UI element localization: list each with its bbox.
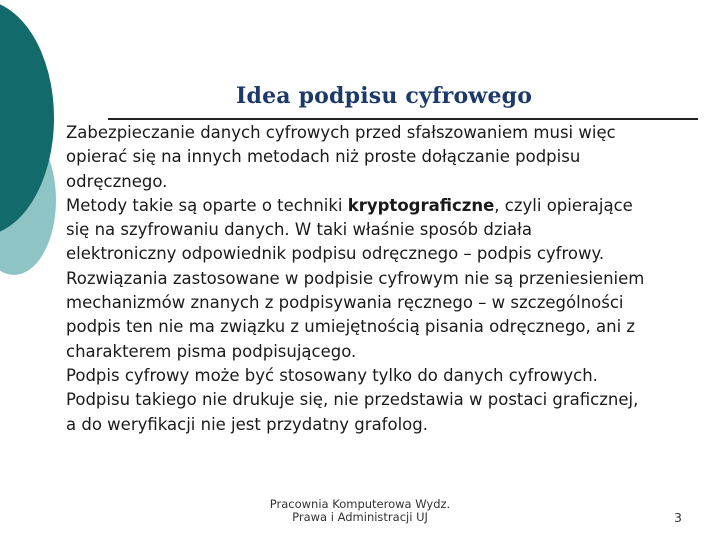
title-underline (108, 118, 698, 120)
body-line: charakterem pisma podpisującego. (66, 341, 357, 361)
body-line: mechanizmów znanych z podpisywania ręcznego – w szczególności (66, 293, 624, 313)
body-line: Zabezpieczanie danych cyfrowych przed sfałszowaniem musi więc (66, 123, 616, 142)
body-line: podpis ten nie ma związku z umiejętnością pisania odręcznego, ani z (66, 317, 636, 337)
footer-line: Pracownia Komputerowa Wydz. (269, 497, 451, 511)
body-line: odręcznego. (66, 171, 168, 191)
body-text-fragment: , czyli opierające (494, 195, 633, 215)
body-line: Rozwiązania zastosowane w podpisie cyfrowym nie są przeniesieniem (66, 268, 645, 288)
page-number: 3 (674, 510, 682, 525)
footer-line: Prawa i Administracji UJ (292, 510, 428, 524)
slide-title: Idea podpisu cyfrowego (236, 83, 533, 109)
body-line-with-keyword (66, 194, 706, 218)
body-line: Podpis cyfrowy może być stosowany tylko do danych cyfrowych. (66, 365, 598, 385)
slide-body (66, 121, 706, 437)
footer (230, 498, 490, 524)
body-line: elektroniczny odpowiednik podpisu odręcznego – podpis cyfrowy. (66, 244, 605, 264)
body-line: a do weryfikacji nie jest przydatny grafolog. (66, 414, 428, 434)
body-line: Podpisu takiego nie drukuje się, nie przedstawia w postaci graficznej, (66, 390, 639, 410)
body-line: się na szyfrowaniu danych. W taki właśnie sposób działa (66, 220, 532, 240)
keyword-kryptograficzne: kryptograficzne (347, 195, 495, 215)
body-text-fragment: Metody takie są oparte o techniki (66, 195, 348, 215)
body-line: opierać się na innych metodach niż proste dołączanie podpisu (66, 147, 581, 167)
